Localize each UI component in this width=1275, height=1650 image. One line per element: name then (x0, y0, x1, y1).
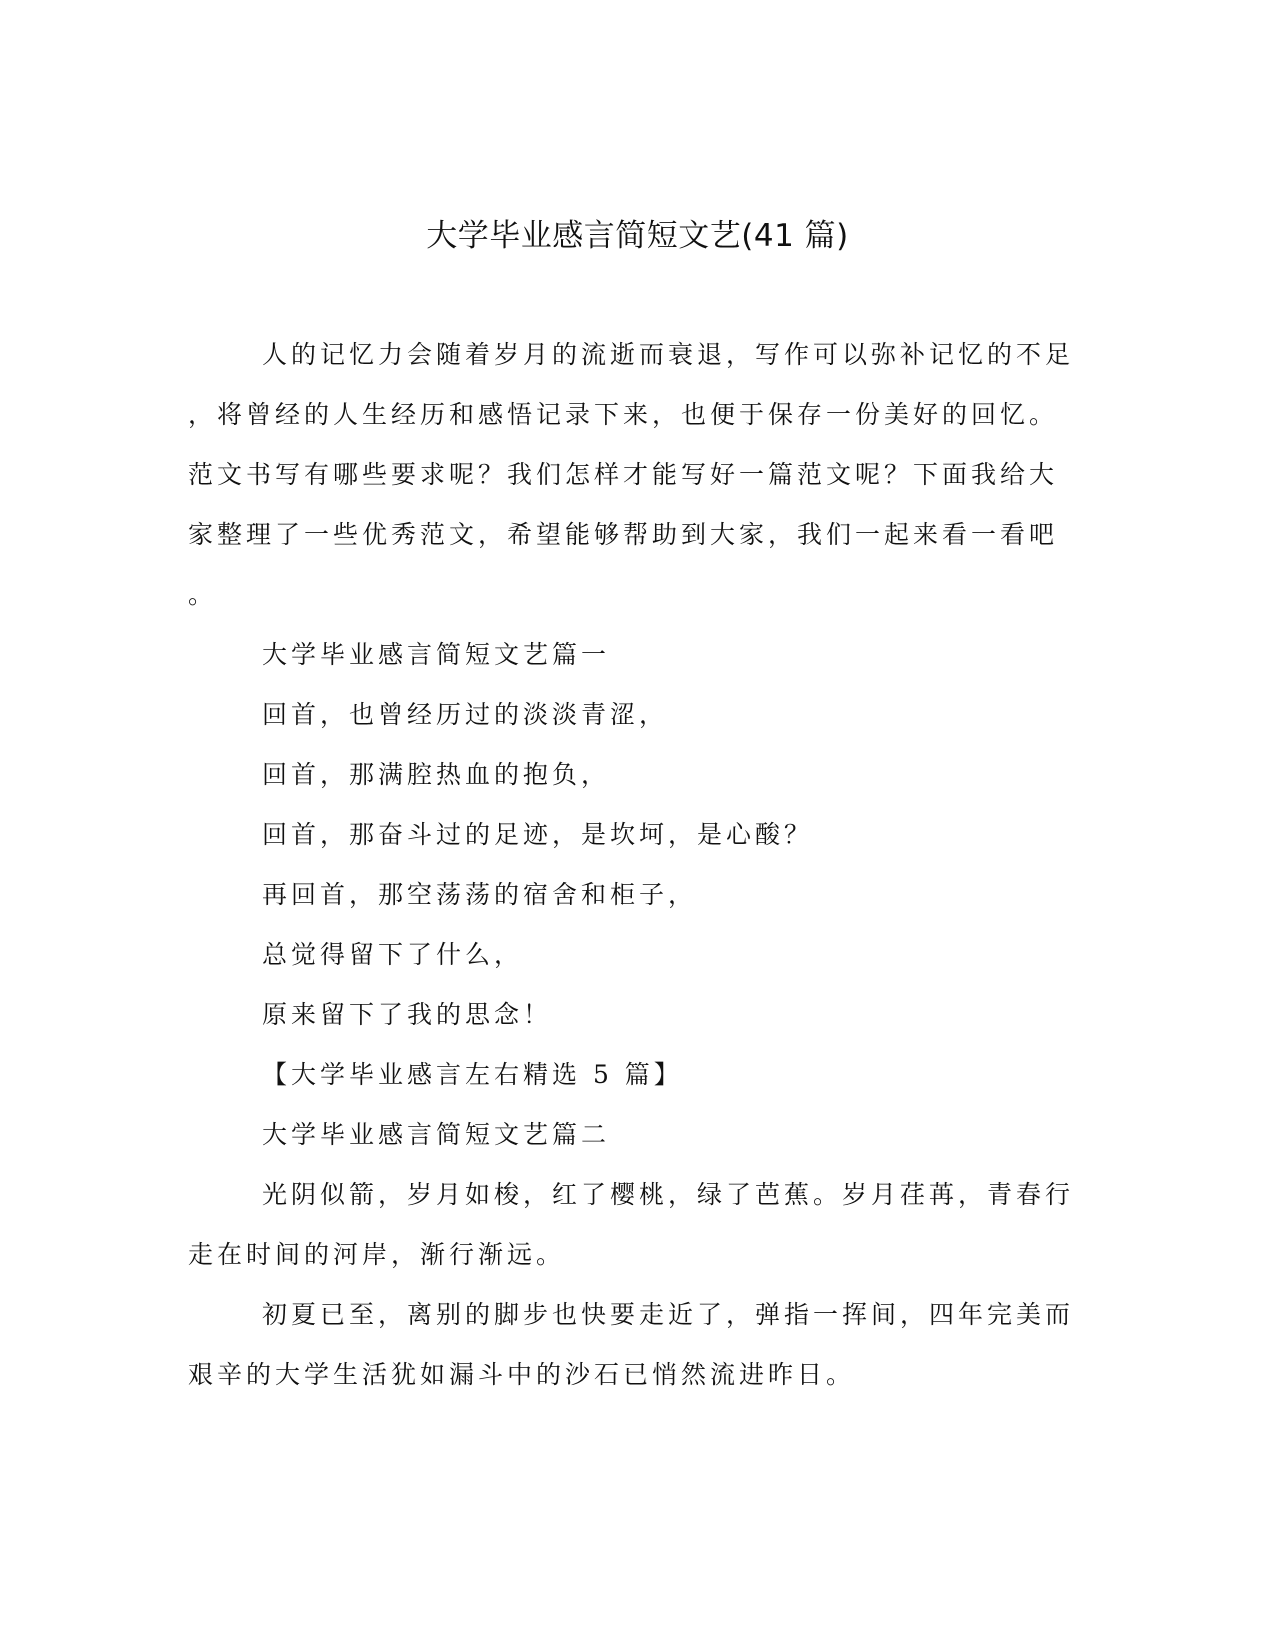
poem-line: 再回首，那空荡荡的宿舍和柜子， (262, 880, 698, 909)
body-line: 范文书写有哪些要求呢？我们怎样才能写好一篇范文呢？下面我给大 (188, 460, 1059, 489)
body-line: 光阴似箭，岁月如梭，红了樱桃，绿了芭蕉。岁月荏苒，青春行 (262, 1180, 1075, 1209)
body-line: 初夏已至，离别的脚步也快要走近了，弹指一挥间，四年完美而 (262, 1300, 1075, 1329)
section-heading-2: 大学毕业感言简短文艺篇二 (262, 1120, 611, 1149)
body-line: 走在时间的河岸，渐行渐远。 (188, 1240, 566, 1269)
body-line: ，将曾经的人生经历和感悟记录下来，也便于保存一份美好的回忆。 (188, 400, 1059, 429)
body-line: 。 (188, 580, 218, 609)
body-line: 艰辛的大学生活犹如漏斗中的沙石已悄然流进昨日。 (188, 1360, 856, 1389)
poem-line: 回首，也曾经历过的淡淡青涩， (262, 700, 669, 729)
body-line: 家整理了一些优秀范文，希望能够帮助到大家，我们一起来看一看吧 (188, 520, 1059, 549)
section-heading-1: 大学毕业感言简短文艺篇一 (262, 640, 611, 669)
poem-line: 总觉得留下了什么， (262, 940, 524, 969)
body-line: 人的记忆力会随着岁月的流逝而衰退，写作可以弥补记忆的不足 (262, 340, 1075, 369)
poem-line: 原来留下了我的思念！ (262, 1000, 553, 1029)
poem-line: 回首，那奋斗过的足迹，是坎坷，是心酸？ (262, 820, 814, 849)
document-body (188, 325, 1078, 1405)
poem-line: 回首，那满腔热血的抱负， (262, 760, 611, 789)
related-link-text: 【大学毕业感言左右精选 5 篇】 (262, 1060, 683, 1089)
document-title: 大学毕业感言简短文艺(41 篇) (426, 218, 849, 254)
